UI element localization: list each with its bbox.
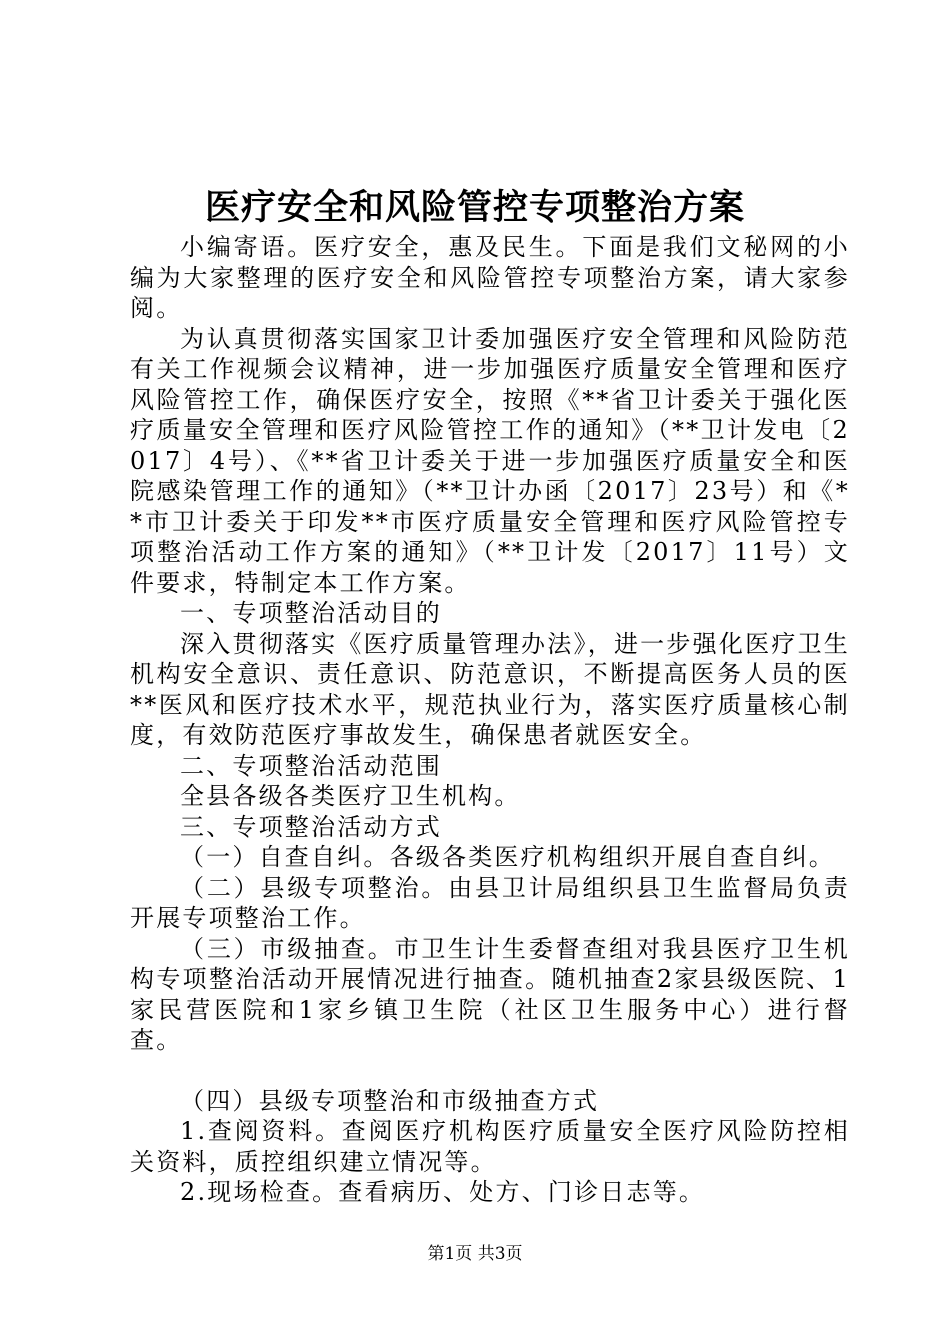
intro-paragraph: 小编寄语。医疗安全，惠及民生。下面是我们文秘网的小编为大家整理的医疗安全和风险管控专项整治方案，请大家参阅。	[130, 233, 850, 322]
method-item-4: （四）县级专项整治和市级抽查方式	[180, 1086, 600, 1115]
method-item-3: （三）市级抽查。市卫生计生委督查组对我县医疗卫生机构专项整治活动开展情况进行抽查。随机抽查2家县级医院、1家民营医院和1家乡镇卫生院（社区卫生服务中心）进行督查。	[130, 934, 850, 1054]
check-item-2: 2.现场检查。查看病历、处方、门诊日志等。	[180, 1178, 706, 1206]
method-item-2: （二）县级专项整治。由县卫计局组织县卫生监督局负责开展专项整治工作。	[130, 873, 850, 932]
section-heading-3: 三、专项整治活动方式	[180, 812, 442, 841]
section-heading-2: 二、专项整治活动范围	[180, 751, 442, 780]
method-item-1: （一）自查自纠。各级各类医疗机构组织开展自查自纠。	[180, 843, 835, 871]
scope-paragraph: 全县各级各类医疗卫生机构。	[180, 782, 521, 810]
background-paragraph: 为认真贯彻落实国家卫计委加强医疗安全管理和风险防范有关工作视频会议精神，进一步加强医疗质量安全管理和医疗风险管控工作，确保医疗安全，按照《**省卫计委关于强化医疗质量安全管理和医疗风险管控工作的通知》（**卫计发电〔2017〕4号）、《**省卫计委关于进一步加强医疗质量安全和医院感染管理工作的通知》（**卫计办函〔2017〕23号）和《**市卫计委关于印发**市医疗质量安全管理和医疗风险管控专项整治活动工作方案的通知》（**卫计发〔2017〕11号）文件要求，特制定本工作方案。	[130, 324, 850, 597]
check-item-1: 1.查阅资料。查阅医疗机构医疗质量安全医疗风险防控相关资料，质控组织建立情况等。	[130, 1117, 850, 1176]
document-title: 医疗安全和风险管控专项整治方案	[204, 187, 745, 228]
purpose-paragraph: 深入贯彻落实《医疗质量管理办法》，进一步强化医疗卫生机构安全意识、责任意识、防范意识，不断提高医务人员的医**医风和医疗技术水平，规范执业行为，落实医疗质量核心制度，有效防范医疗事故发生，确保患者就医安全。	[130, 629, 850, 749]
page-footer: 第1页 共3页	[427, 1244, 523, 1264]
section-heading-1: 一、专项整治活动目的	[180, 599, 442, 627]
document-body	[130, 232, 850, 1208]
paragraph-gap	[130, 1056, 850, 1086]
